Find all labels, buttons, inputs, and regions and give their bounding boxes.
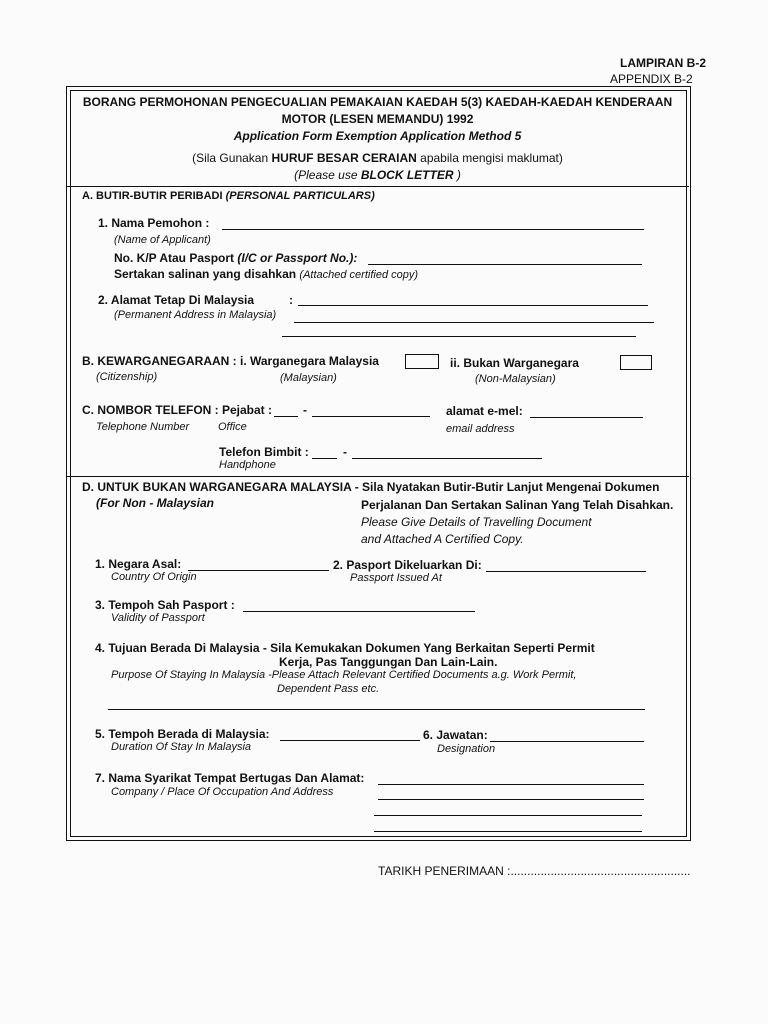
passport-validity-label: 3. Tempoh Sah Pasport : <box>95 598 235 612</box>
attach-copy-label: Sertakan salinan yang disahkan (Attached certified copy) <box>114 267 419 281</box>
lampiran-label: LAMPIRAN B-2 <box>620 56 706 70</box>
mobile-prefix-field[interactable] <box>312 458 337 459</box>
malaysian-checkbox[interactable] <box>405 354 439 369</box>
section-a-heading: A. BUTIR-BUTIR PERIBADI (PERSONAL PARTICULARS) <box>82 190 375 202</box>
applicant-name-label: 1. Nama Pemohon : <box>98 216 210 230</box>
duration-english: Duration Of Stay In Malaysia <box>111 741 252 753</box>
email-label: alamat e-mel: <box>446 404 523 418</box>
duration-label: 5. Tempoh Berada di Malaysia: <box>95 727 270 741</box>
purpose-field[interactable] <box>108 709 645 710</box>
non-malaysian-label: ii. Bukan Warganegara <box>450 356 579 370</box>
company-field-line4[interactable] <box>374 831 642 832</box>
office-english: Office <box>218 421 247 433</box>
malaysian-english: (Malaysian) <box>280 372 337 384</box>
address-field-line3[interactable] <box>282 336 636 337</box>
company-english: Company / Place Of Occupation And Address <box>111 786 334 798</box>
company-field-line2[interactable] <box>378 799 644 800</box>
mobile-label: Telefon Bimbit : <box>219 445 309 459</box>
title-separator <box>66 186 689 187</box>
handphone-english: Handphone <box>219 459 276 471</box>
section-c-heading: C. NOMBOR TELEFON : Pejabat : <box>82 403 273 417</box>
section-d-heading: D. UNTUK BUKAN WARGANEGARA MALAYSIA - Sila Nyatakan Butir-Butir Lanjut Mengenai Dokumen <box>82 480 660 494</box>
country-origin-label: 1. Negara Asal: <box>95 557 182 571</box>
section-d-note-english2: and Attached A Certified Copy. <box>361 532 524 546</box>
section-d-separator <box>66 476 689 477</box>
form-title: BORANG PERMOHONAN PENGECUALIAN PEMAKAIAN KAEDAH 5(3) KAEDAH-KAEDAH KENDERAAN <box>82 95 673 109</box>
passport-issued-label: 2. Pasport Dikeluarkan Di: <box>333 558 482 572</box>
mobile-number-field[interactable] <box>352 458 542 459</box>
ic-passport-label: No. K/P Atau Pasport (I/C or Passport No.): <box>114 251 358 265</box>
purpose-label: 4. Tujuan Berada Di Malaysia - Sila Kemukakan Dokumen Yang Berkaitan Seperti Permit <box>95 641 595 655</box>
non-malaysian-english: (Non-Malaysian) <box>475 373 556 385</box>
section-d-note-line2: Perjalanan Dan Sertakan Salinan Yang Telah Disahkan. <box>361 498 674 512</box>
office-area-code-field[interactable] <box>274 416 298 417</box>
received-date-label: TARIKH PENERIMAAN :...................................................... <box>378 864 691 878</box>
company-field-line1[interactable] <box>378 784 644 785</box>
company-label: 7. Nama Syarikat Tempat Bertugas Dan Alamat: <box>95 771 365 785</box>
designation-english: Designation <box>437 743 496 755</box>
instruction-malay: (Sila Gunakan HURUF BESAR CERAIAN apabila mengisi maklumat) <box>192 151 563 165</box>
office-dash: - <box>303 403 307 417</box>
email-english: email address <box>446 423 515 435</box>
country-origin-field[interactable] <box>188 570 329 571</box>
non-malaysian-checkbox[interactable] <box>620 355 652 370</box>
permanent-address-english: (Permanent Address in Malaysia) <box>114 309 277 321</box>
duration-field[interactable] <box>280 740 420 741</box>
passport-validity-field[interactable] <box>243 611 475 612</box>
address-colon: : <box>289 293 293 307</box>
section-d-heading-english: (For Non - Malaysian <box>96 496 215 510</box>
form-frame-inner <box>70 90 687 837</box>
applicant-name-english: (Name of Applicant) <box>114 234 211 246</box>
purpose-english: Purpose Of Staying In Malaysia -Please Attach Relevant Certified Documents a.g. Work Permit, <box>111 669 577 681</box>
designation-field[interactable] <box>490 741 644 742</box>
country-origin-english: Country Of Origin <box>111 571 197 583</box>
permanent-address-label: 2. Alamat Tetap Di Malaysia <box>98 293 255 307</box>
designation-label: 6. Jawatan: <box>423 728 488 742</box>
section-d-note-english1: Please Give Details of Travelling Document <box>361 515 592 529</box>
email-field[interactable] <box>530 417 643 418</box>
appendix-label: APPENDIX B-2 <box>610 72 693 86</box>
mobile-dash: - <box>343 445 347 459</box>
citizenship-english: (Citizenship) <box>96 371 158 383</box>
passport-validity-english: Validity of Passport <box>111 612 205 624</box>
address-field-line2[interactable] <box>294 322 654 323</box>
company-field-line3[interactable] <box>374 815 642 816</box>
passport-issued-field[interactable] <box>486 571 646 572</box>
purpose-english-line2: Dependent Pass etc. <box>277 683 380 695</box>
form-title-line2: MOTOR (LESEN MEMANDU) 1992 <box>281 112 474 126</box>
passport-issued-english: Passport Issued At <box>350 572 442 584</box>
form-title-english: Application Form Exemption Application Method 5 <box>233 129 522 143</box>
address-field-line1[interactable] <box>298 305 648 306</box>
ic-passport-field[interactable] <box>368 264 642 265</box>
purpose-label-line2: Kerja, Pas Tanggungan Dan Lain-Lain. <box>279 655 498 669</box>
instruction-english: (Please use BLOCK LETTER ) <box>294 168 461 182</box>
applicant-name-field[interactable] <box>222 229 644 230</box>
telephone-english: Telephone Number <box>96 421 190 433</box>
section-b-heading: B. KEWARGANEGARAAN : i. Warganegara Malaysia <box>82 354 379 368</box>
office-number-field[interactable] <box>312 416 430 417</box>
